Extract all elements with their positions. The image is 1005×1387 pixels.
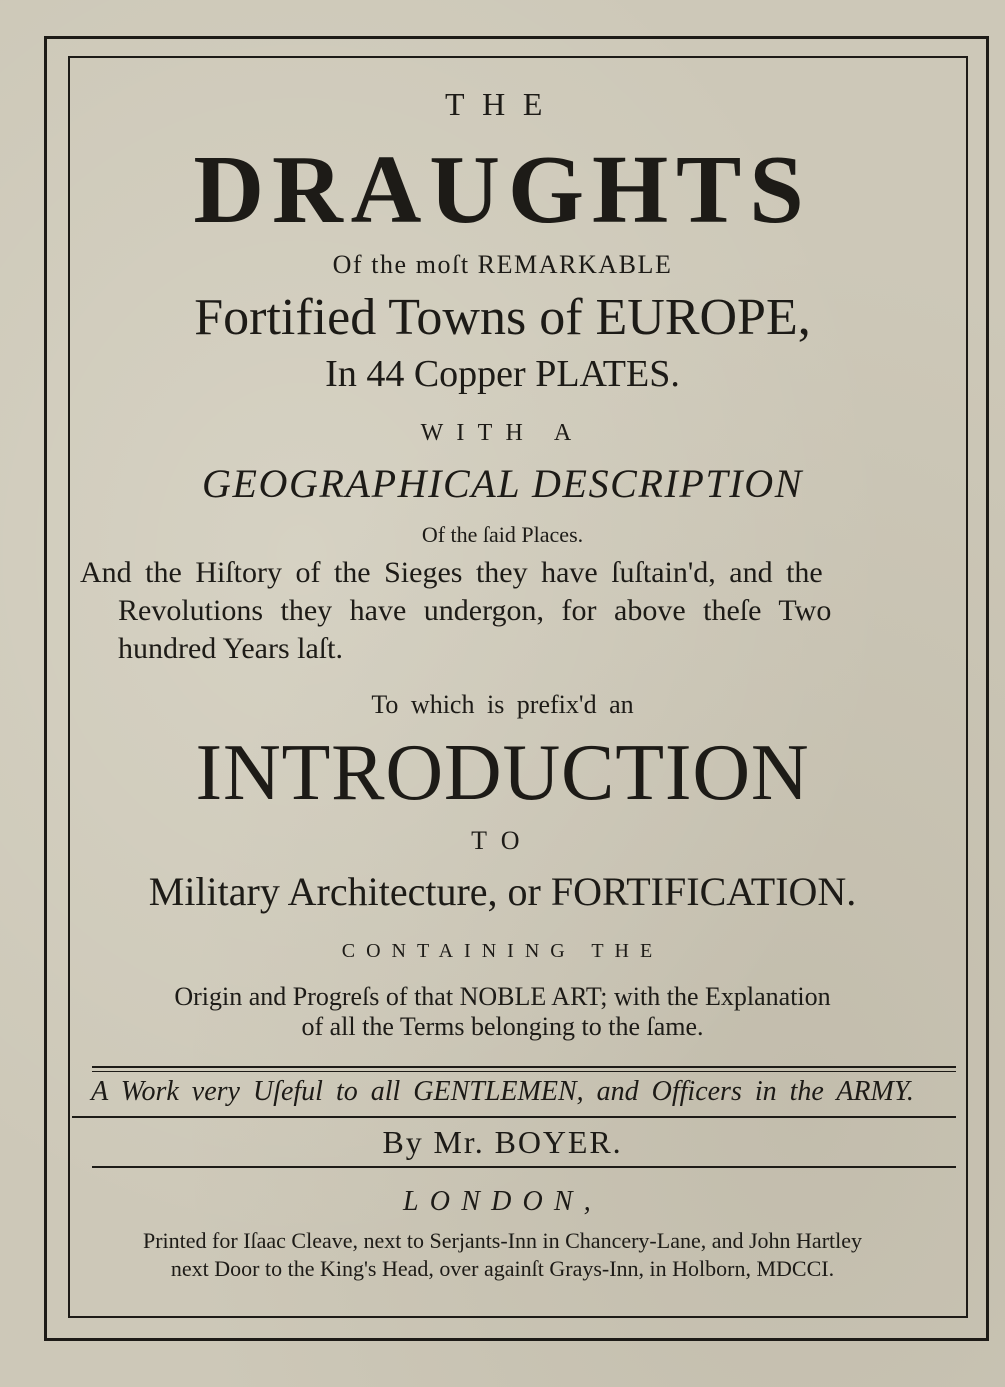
divider-rule-3: [72, 1116, 956, 1118]
title-introduction: INTRODUCTION: [195, 729, 810, 817]
outer-border-bottom: [44, 1338, 989, 1341]
imprint-printed-line-1: Printed for Iſaac Cleave, next to Serjants-Inn in Chancery-Lane, and John Hartley: [142, 1228, 863, 1253]
geographical-description: GEOGRAPHICAL DESCRIPTION: [202, 461, 803, 506]
title-the: THE: [444, 86, 560, 122]
of-said-places: Of the ſaid Places.: [421, 522, 584, 547]
to-line: TO: [471, 826, 534, 855]
work-useful-line: A Work very Uſeful to all GENTLEMEN, and Officers in the ARMY.: [91, 1076, 914, 1107]
subtitle-remarkable: Of the moſt REMARKABLE: [332, 250, 673, 279]
with-a: WITH A: [420, 420, 585, 446]
inner-border-top: [68, 56, 968, 58]
origin-line-1: Origin and Progreſs of that NOBLE ART; with the Explanation: [174, 982, 831, 1011]
subtitle-fortified-towns: Fortified Towns of EUROPE,: [194, 289, 811, 346]
divider-rule-4: [92, 1166, 956, 1168]
containing-the: CONTAINING THE: [341, 940, 664, 962]
imprint-printed-line-2: next Door to the King's Head, over againſt Grays-Inn, in Holborn, MDCCI.: [170, 1256, 835, 1281]
imprint-london: LONDON,: [403, 1186, 602, 1217]
subtitle-copper-plates: In 44 Copper PLATES.: [325, 353, 680, 395]
history-line-1: And the Hiſtory of the Sieges they have ſuſtain'd, and the: [80, 556, 823, 589]
divider-rule-2: [92, 1071, 956, 1072]
outer-border-top: [44, 36, 989, 39]
origin-line-2: of all the Terms belonging to the ſame.: [301, 1012, 704, 1041]
military-architecture: Military Architecture, or FORTIFICATION.: [148, 869, 857, 914]
divider-rule-1: [92, 1066, 956, 1068]
history-line-3: hundred Years laſt.: [118, 632, 343, 665]
author-line: By Mr. BOYER.: [382, 1124, 623, 1160]
prefixed-line: To which is prefix'd an: [371, 690, 634, 719]
title-draughts: DRAUGHTS: [193, 136, 812, 244]
inner-border-bottom: [68, 1316, 968, 1318]
history-line-2: Revolutions they have undergon, for above theſe Two: [118, 594, 832, 627]
